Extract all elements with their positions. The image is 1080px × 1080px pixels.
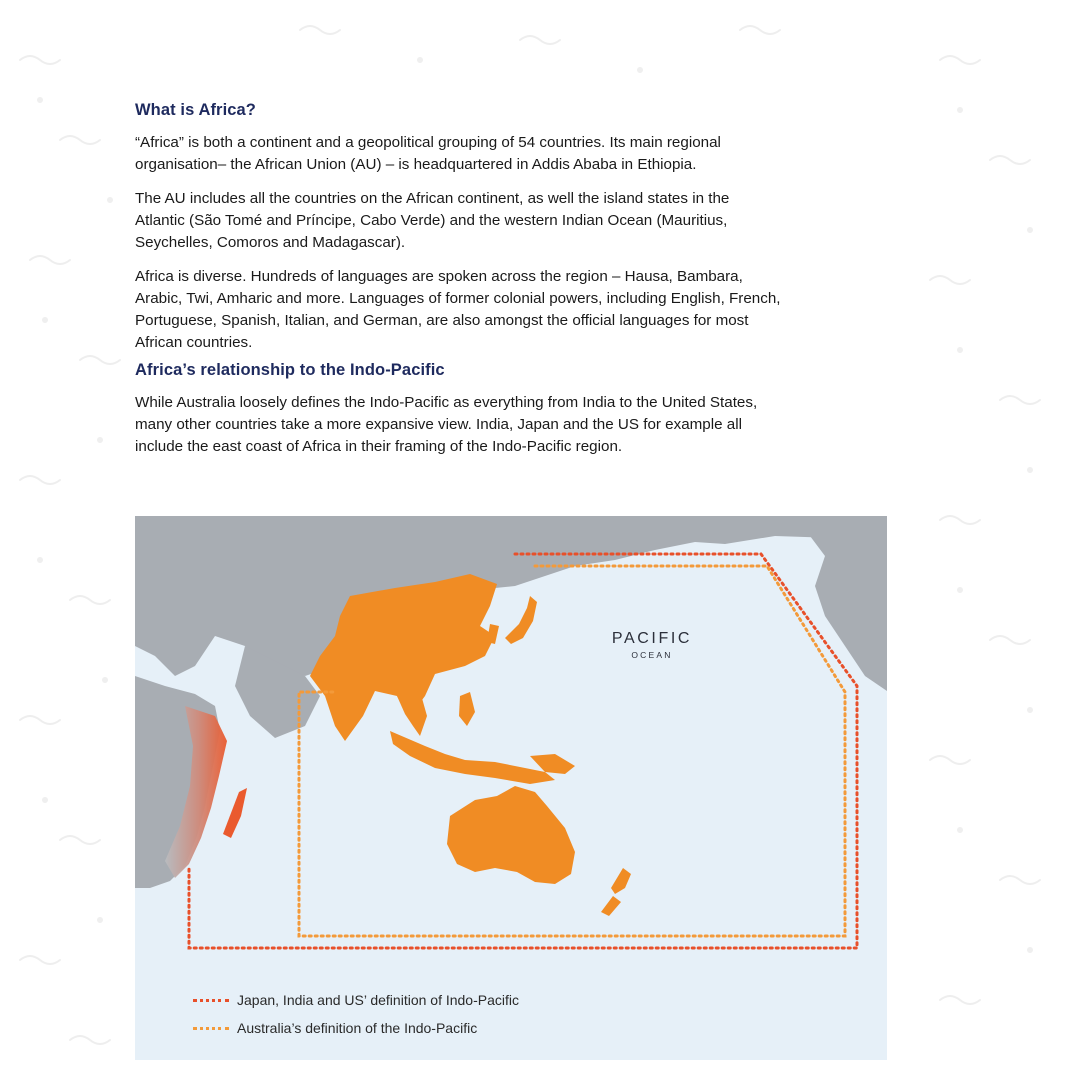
map-legend — [193, 986, 519, 1042]
paragraph-indo-pacific-definitions: While Australia loosely defines the Indo-Pacific as everything from India to the United States, many other countries take a more expansive view. India, Japan and the US for example all include the east coast of Africa in their framing of the Indo-Pacific region. — [135, 394, 758, 455]
ocean-sublabel: OCEAN — [631, 650, 673, 660]
legend-item-australia — [193, 1014, 519, 1042]
ocean-label: PACIFIC — [611, 630, 693, 647]
legend-label: Australia’s definition of the Indo-Pacific — [237, 1020, 478, 1036]
heading-indo-pacific-relationship: Africa’s relationship to the Indo-Pacific — [135, 361, 445, 379]
paragraph-au-members: The AU includes all the countries on the African continent, as well the island states in the Atlantic (São Tomé and Príncipe, Cabo Verde) and the western Indian Ocean (Mauritius, Seychelles, Comoros and Madagascar). — [135, 190, 730, 251]
paragraph-languages: Africa is diverse. Hundreds of languages are spoken across the region – Hausa, Bambara, Arabic, Twi, Amharic and more. Languages of former colonial powers, including English, French, Portuguese, Spanish, Italian, and German, are also amongst the official languages for most African countries. — [135, 268, 781, 351]
indo-pacific-map — [135, 516, 887, 1060]
heading-what-is-africa: What is Africa? — [135, 101, 256, 119]
legend-item-japan-india-us — [193, 986, 519, 1014]
map-graphic — [135, 516, 887, 1060]
article — [135, 96, 895, 458]
paragraph-africa-definition: “Africa” is both a continent and a geopolitical grouping of 54 countries. Its main regional organisation– the African Union (AU) – is headquartered in Addis Ababa in Ethiopia. — [135, 134, 721, 173]
legend-label: Japan, India and US’ definition of Indo-Pacific — [237, 992, 519, 1008]
legend-swatch-orange-dotted — [193, 1027, 229, 1030]
legend-swatch-red-dotted — [193, 999, 229, 1002]
